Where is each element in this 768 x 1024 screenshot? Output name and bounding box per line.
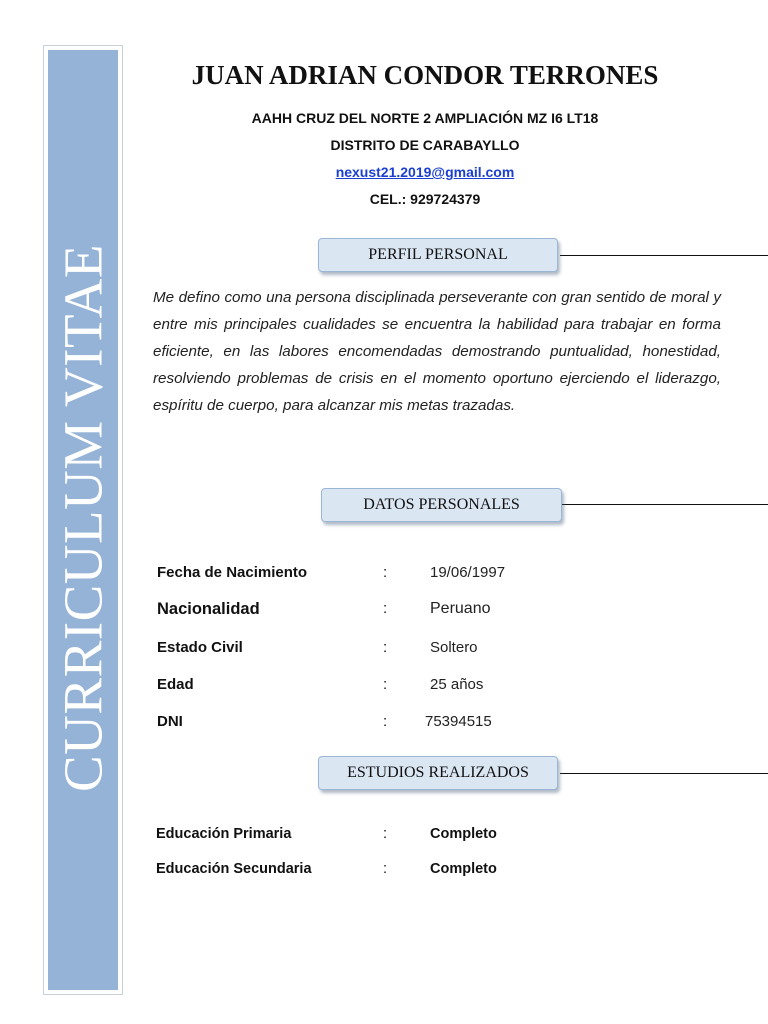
row-value: Peruano <box>430 600 491 617</box>
phone-line: CEL.: 929724379 <box>369 191 481 207</box>
section-rule-studies <box>560 773 768 774</box>
row-value: 19/06/1997 <box>430 564 506 581</box>
address-line-2: DISTRITO DE CARABAYLLO <box>330 137 520 153</box>
row-label: Educación Secundaria <box>156 861 312 877</box>
row-separator: : <box>383 600 388 617</box>
personal-row-nationality <box>157 600 677 624</box>
profile-paragraph: Me defino como una persona disciplinada perseverante con gran sentido de moral y entre mis principales cualidades se encuentra la habilidad para trabajar en forma eficiente, en las labores encomendadas demostrando puntualidad, honestidad, resolviendo problemas de crisis en el momento oportuno ejerciendo el liderazgo, espíritu de cuerpo, para alcanzar mis metas trazadas. <box>153 289 721 414</box>
section-header-studies: ESTUDIOS REALIZADOS <box>318 756 558 790</box>
section-header-personal: DATOS PERSONALES <box>321 488 562 522</box>
row-separator: : <box>383 639 388 656</box>
row-value: 25 años <box>430 676 484 693</box>
row-label: Educación Primaria <box>156 826 292 842</box>
personal-row-civil-status <box>157 639 677 663</box>
row-label: DNI <box>157 713 183 730</box>
email-link[interactable]: nexust21.2019@gmail.com <box>335 164 515 180</box>
row-value: 75394515 <box>425 713 492 730</box>
row-label: Nacionalidad <box>157 600 260 618</box>
section-header-profile: PERFIL PERSONAL <box>318 238 558 272</box>
personal-row-dni <box>157 713 677 737</box>
section-rule-profile <box>560 255 768 256</box>
personal-row-birthdate <box>157 564 677 588</box>
personal-row-age <box>157 676 677 700</box>
candidate-name: JUAN ADRIAN CONDOR TERRONES <box>191 60 659 90</box>
study-row-primary <box>156 826 676 850</box>
row-separator: : <box>383 861 388 877</box>
section-rule-personal <box>562 504 768 505</box>
row-separator: : <box>383 564 388 581</box>
row-separator: : <box>383 676 388 693</box>
email-line <box>140 164 710 180</box>
sidebar-title: CURRICULUM VITAE <box>52 243 114 793</box>
row-label: Edad <box>157 676 194 693</box>
row-value: Soltero <box>430 639 478 656</box>
row-label: Fecha de Nacimiento <box>157 564 308 581</box>
row-value: Completo <box>430 861 497 877</box>
study-row-secondary <box>156 861 676 885</box>
row-label: Estado Civil <box>157 639 243 656</box>
row-separator: : <box>383 713 388 730</box>
address-line-1: AAHH CRUZ DEL NORTE 2 AMPLIACIÓN MZ I6 LT18 <box>251 110 599 126</box>
row-separator: : <box>383 826 388 842</box>
row-value: Completo <box>430 826 497 842</box>
